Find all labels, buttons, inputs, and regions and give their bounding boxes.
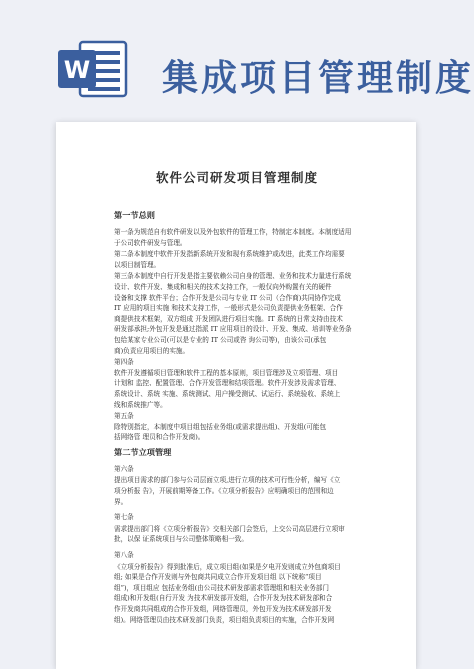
icon-letter: W xyxy=(63,56,91,84)
article-label: 第六条 xyxy=(114,464,134,473)
paragraph: 第一条为规范自有软件研发以及外包软件的管理工作，特制定本制度。本制度适用 于公司软件研发与管理。 xyxy=(114,228,352,247)
banner-title: 集成项目管理制度 xyxy=(162,58,474,99)
word-icon xyxy=(58,40,128,98)
document-title: 软件公司研发项目管理制度 xyxy=(155,170,318,185)
paragraph: 提出项目需求的部门参与公司层面立项,进行立项的技术可行性分析，编写《立 项分析报 告》，开展前期筹备工作。《立项分析报告》应明确项目的范围和边 界。 xyxy=(114,476,341,506)
section-heading: 第一节总则 xyxy=(114,210,155,220)
banner xyxy=(0,0,474,118)
article-label: 第八条 xyxy=(114,551,134,560)
paragraph: 第二条本制度中软件开发指新系统开发和现有系统维护或改进，此类工作均需要 以项目制管理。 xyxy=(114,250,345,269)
document-page xyxy=(56,122,416,669)
word-document-icon-graphic xyxy=(58,40,128,98)
document-body xyxy=(114,210,382,625)
article-label: 第七条 xyxy=(114,513,134,522)
document-preview xyxy=(56,122,426,669)
paragraph: 需求提出部门将《立项分析报告》交相关部门会签后，上交公司高层进行立项审 批，以保 证系统项目与公司整体策略相一致。 xyxy=(114,524,345,544)
paragraph: 《立项分析报告》得到批准后，成立项目组(如果是夕电开发则成立外包商项目 组; 如果是合作开发则与外包商共同成立合作开发项目组 以下统称“项目 组”)，项目组应 包括业务组(由公司技术研发部需求管理组和相关业务部门 组成)和开发组(自行开发 为技术研发部开发组，合作开发为技术研发部和合 作开发商共同组成的合作开发组，网络管理员，外包开发为技术研发部开发 组)。网络管理员由技术研发部门负责，项目组负责项目的实施，合作开发网 xyxy=(114,562,341,624)
section-heading: 第二节立项管理 xyxy=(114,446,172,457)
paragraph: 第四条 软件开发遵循项目管理和软件工程的基本原则，项目管理涉及立项管理、项目 计划和 监控、配置管理、合作开发管理和结项管理。软件开发涉及需求管理、 系统设计、系统 实施、系统测试、用户操受测试、试运行、系统验收、系统上 线和系统推广等。 xyxy=(114,358,341,409)
paragraph: 第五条 除特别指定，本制度中项目组包括业务组(或需求提出组)、开发组(可能包 括网络管 理员和合作开发商)。 xyxy=(114,412,327,442)
paragraph: 第三条本制度中自行开发是指主要依赖公司自身的管理、业务和技术力量进行系统 设计、软件开发、集成和相关的技术支持工作，一般仅向外购置有关的硬件 设备和支撑 软件平台；合作开发是公司与专业 IT 公司（合作商)共同协作完成 IT 应用的项目实施 和技术支持工作，一般形式是公司负责提供业务框架、合作 商提供技术框架，双方组成 开发团队进行项目实施。IT 系统的日常支持由技术 研发部承担;外包开发是通过指派 IT 应用项目的设计、开发、集成、培训等业务条 包给某家专业公司(可以是专业的 IT 公司或咨 询公司等)，由该公司(承包 商)负责应用项目的实施。 xyxy=(114,272,352,355)
